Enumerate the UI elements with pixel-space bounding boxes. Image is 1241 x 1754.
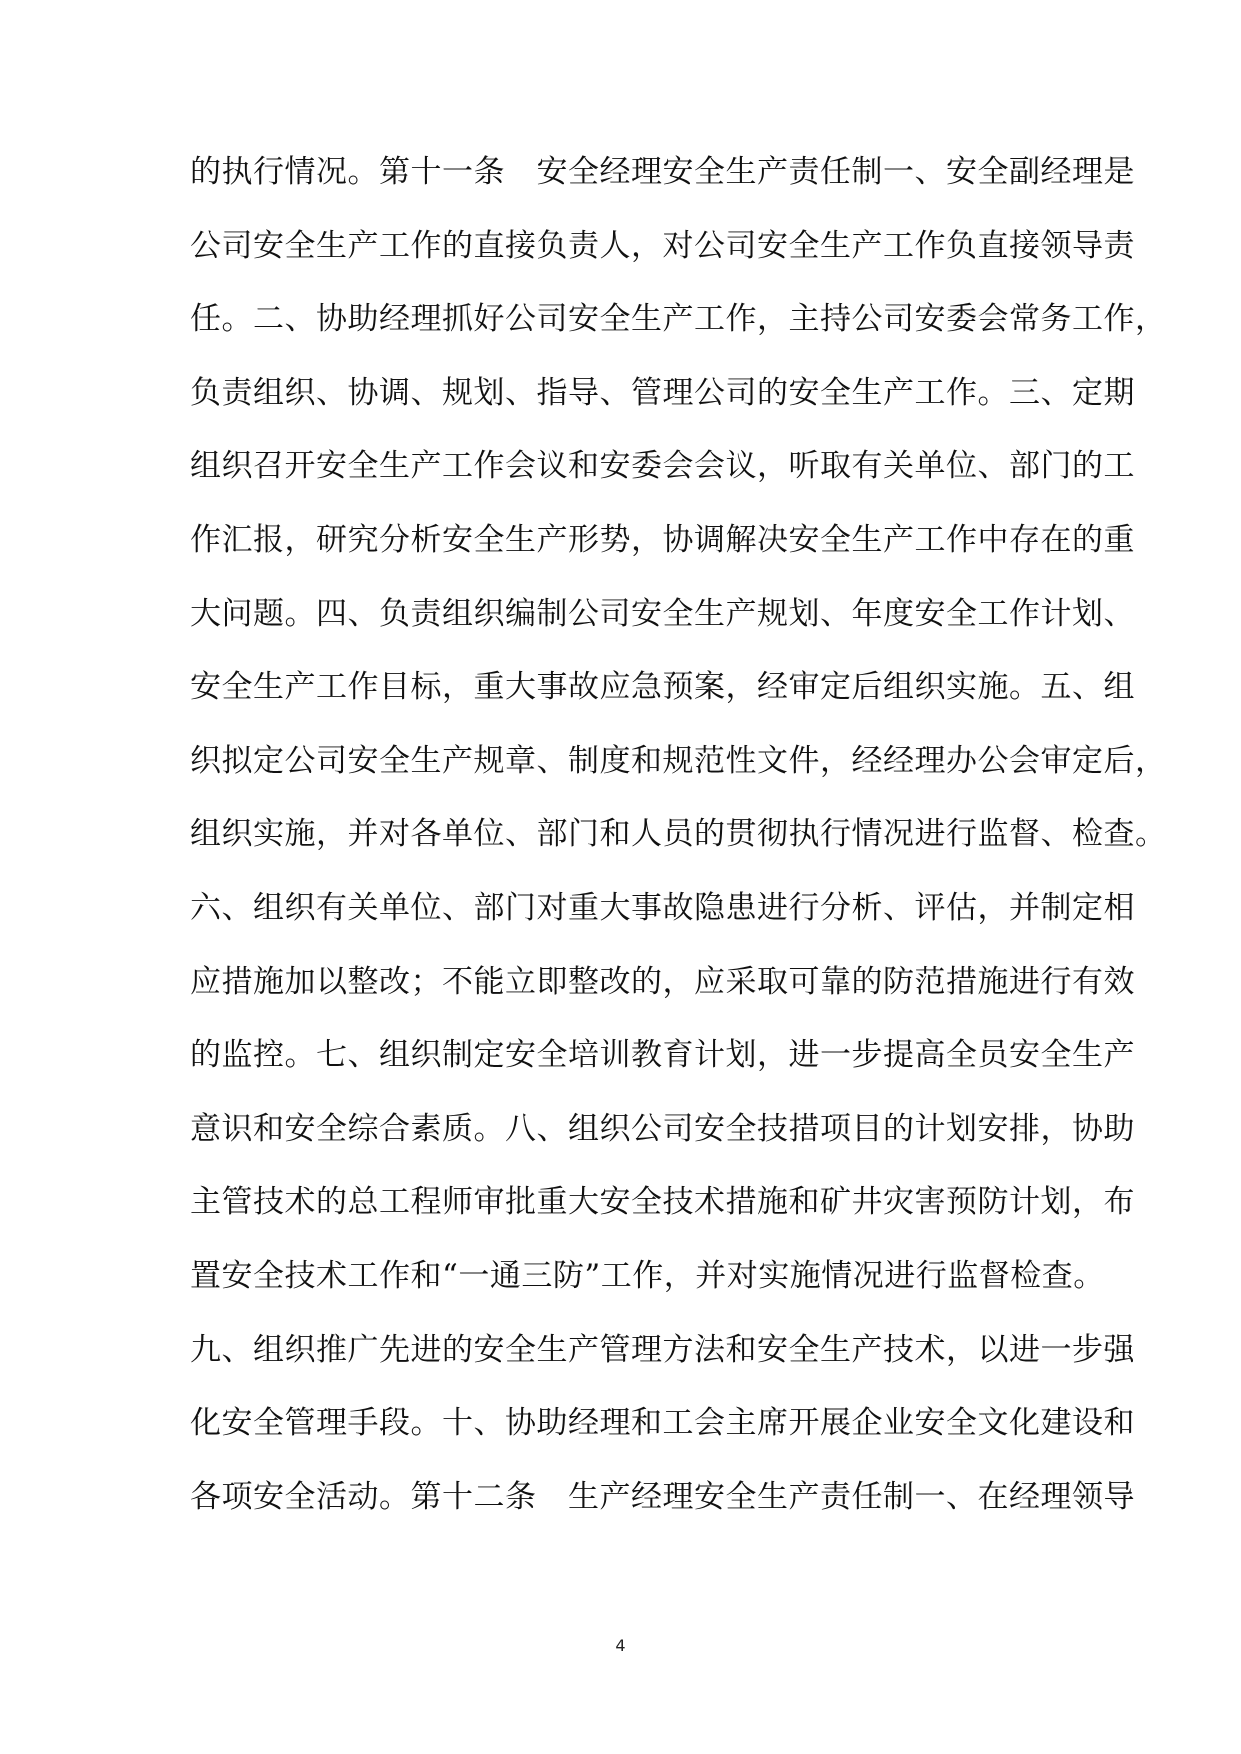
text-line: 组织实施，并对各单位、部门和人员的贯彻执行情况进行监督、检查。: [190, 816, 1167, 853]
text-line: 大问题。四、负责组织编制公司安全生产规划、年度安全工作计划、: [190, 595, 1135, 632]
text-line: 安全生产工作目标，重大事故应急预案，经审定后组织实施。五、组: [190, 669, 1135, 706]
text-line: 作汇报，研究分析安全生产形势，协调解决安全生产工作中存在的重: [190, 521, 1135, 558]
text-line: 公司安全生产工作的直接负责人，对公司安全生产工作负直接领导责: [190, 227, 1135, 264]
text-line: 置安全技术工作和“一通三防”工作，并对实施情况进行监督检查。: [190, 1257, 1105, 1294]
text-line: 化安全管理手段。十、协助经理和工会主席开展企业安全文化建设和: [190, 1405, 1135, 1442]
text-line: 的监控。七、组织制定安全培训教育计划，进一步提高全员安全生产: [190, 1037, 1135, 1074]
page-number: 4: [615, 1636, 626, 1655]
text-line: 主管技术的总工程师审批重大安全技术措施和矿井灾害预防计划，布: [190, 1184, 1135, 1221]
text-line: 九、组织推广先进的安全生产管理方法和安全生产技术，以进一步强: [190, 1331, 1135, 1368]
text-line: 六、组织有关单位、部门对重大事故隐患进行分析、评估，并制定相: [190, 889, 1135, 926]
text-line: 的执行情况。第十一条 安全经理安全生产责任制一、安全副经理是: [190, 154, 1135, 190]
body-text: [190, 140, 1167, 1538]
text-line: 各项安全活动。第十二条 生产经理安全生产责任制一、在经理领导: [190, 1478, 1135, 1515]
text-line: 负责组织、协调、规划、指导、管理公司的安全生产工作。三、定期: [190, 374, 1135, 411]
text-line: 任。二、协助经理抓好公司安全生产工作，主持公司安委会常务工作，: [190, 301, 1167, 338]
text-line: 意识和安全综合素质。八、组织公司安全技措项目的计划安排，协助: [190, 1110, 1135, 1147]
text-line: 组织召开安全生产工作会议和安委会会议，听取有关单位、部门的工: [190, 448, 1135, 485]
text-line: 织拟定公司安全生产规章、制度和规范性文件，经经理办公会审定后，: [190, 742, 1167, 779]
text-line: 应措施加以整改；不能立即整改的，应采取可靠的防范措施进行有效: [190, 963, 1135, 1000]
